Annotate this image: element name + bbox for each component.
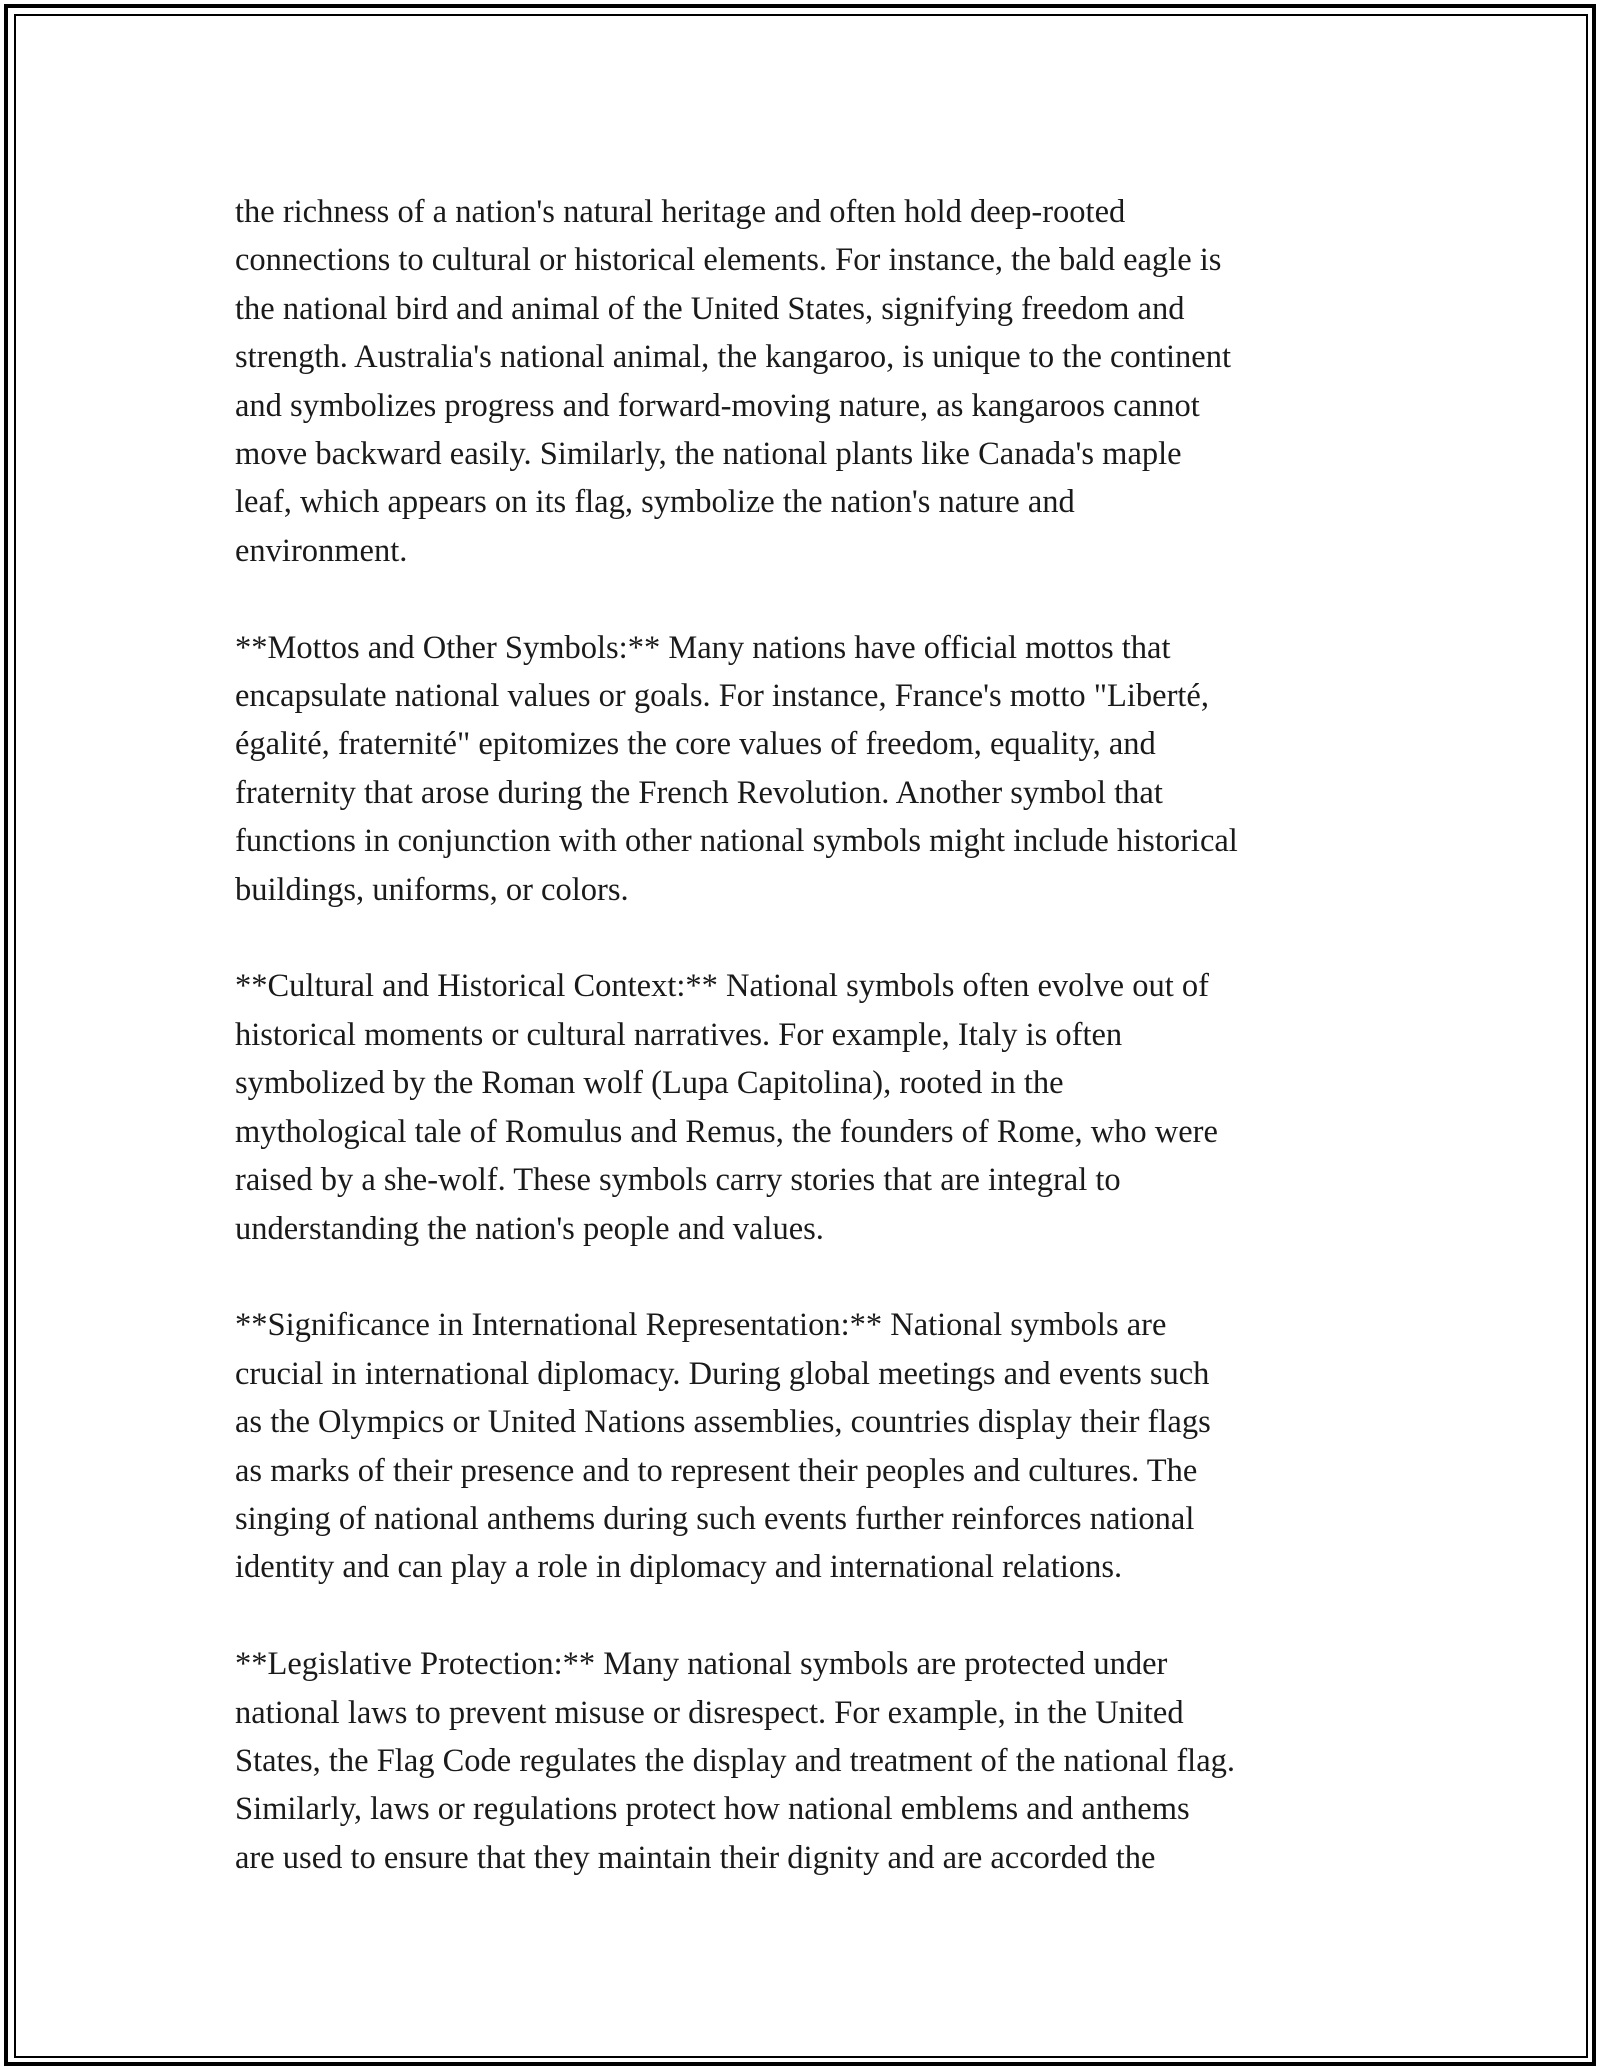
text-line: understanding the nation's people and values.: [235, 1210, 824, 1247]
paragraph-cultural-context: [235, 962, 1385, 1252]
text-line: **Significance in International Representation:** National symbols are: [235, 1307, 1167, 1344]
text-line: national laws to prevent misuse or disrespect. For example, in the United: [235, 1694, 1184, 1731]
text-line: connections to cultural or historical elements. For instance, the bald eagle is: [235, 242, 1222, 279]
paragraph-legislative-protection: [235, 1640, 1385, 1882]
text-line: States, the Flag Code regulates the display and treatment of the national flag.: [235, 1742, 1235, 1779]
text-line: functions in conjunction with other national symbols might include historical: [235, 823, 1238, 860]
text-line: as the Olympics or United Nations assemblies, countries display their flags: [235, 1404, 1211, 1441]
text-line: historical moments or cultural narratives. For example, Italy is often: [235, 1016, 1123, 1053]
text-line: singing of national anthems during such events further reinforces national: [235, 1500, 1195, 1537]
text-line: fraternity that arose during the French Revolution. Another symbol that: [235, 774, 1163, 811]
paragraph-international-representation: [235, 1301, 1385, 1591]
text-line: Similarly, laws or regulations protect how national emblems and anthems: [235, 1791, 1190, 1828]
text-line: **Legislative Protection:** Many national symbols are protected under: [235, 1646, 1168, 1683]
text-line: as marks of their presence and to represent their peoples and cultures. The: [235, 1452, 1198, 1489]
text-line: crucial in international diplomacy. During global meetings and events such: [235, 1355, 1210, 1392]
paragraph-mottos: [235, 624, 1385, 914]
text-line: strength. Australia's national animal, the kangaroo, is unique to the continent: [235, 339, 1231, 376]
text-line: égalité, fraternité" epitomizes the core values of freedom, equality, and: [235, 726, 1156, 763]
text-line: buildings, uniforms, or colors.: [235, 871, 629, 908]
paragraph-natural-symbols: [235, 188, 1385, 575]
text-line: symbolized by the Roman wolf (Lupa Capitolina), rooted in the: [235, 1065, 1064, 1102]
text-line: are used to ensure that they maintain their dignity and are accorded the: [235, 1839, 1156, 1876]
document-body: [235, 188, 1385, 1931]
text-line: raised by a she-wolf. These symbols carry stories that are integral to: [235, 1162, 1121, 1199]
text-line: mythological tale of Romulus and Remus, the founders of Rome, who were: [235, 1113, 1218, 1150]
text-line: and symbolizes progress and forward-moving nature, as kangaroos cannot: [235, 387, 1200, 424]
text-line: encapsulate national values or goals. For instance, France's motto "Liberté,: [235, 678, 1209, 715]
text-line: leaf, which appears on its flag, symbolize the nation's nature and: [235, 484, 1075, 521]
text-line: the richness of a nation's natural heritage and often hold deep-rooted: [235, 194, 1126, 230]
text-line: **Cultural and Historical Context:** National symbols often evolve out of: [235, 968, 1209, 1005]
text-line: the national bird and animal of the United States, signifying freedom and: [235, 290, 1185, 327]
text-line: identity and can play a role in diplomacy and international relations.: [235, 1549, 1123, 1586]
text-line: **Mottos and Other Symbols:** Many nations have official mottos that: [235, 629, 1171, 666]
text-line: move backward easily. Similarly, the national plants like Canada's maple: [235, 436, 1182, 473]
text-line: environment.: [235, 532, 408, 569]
